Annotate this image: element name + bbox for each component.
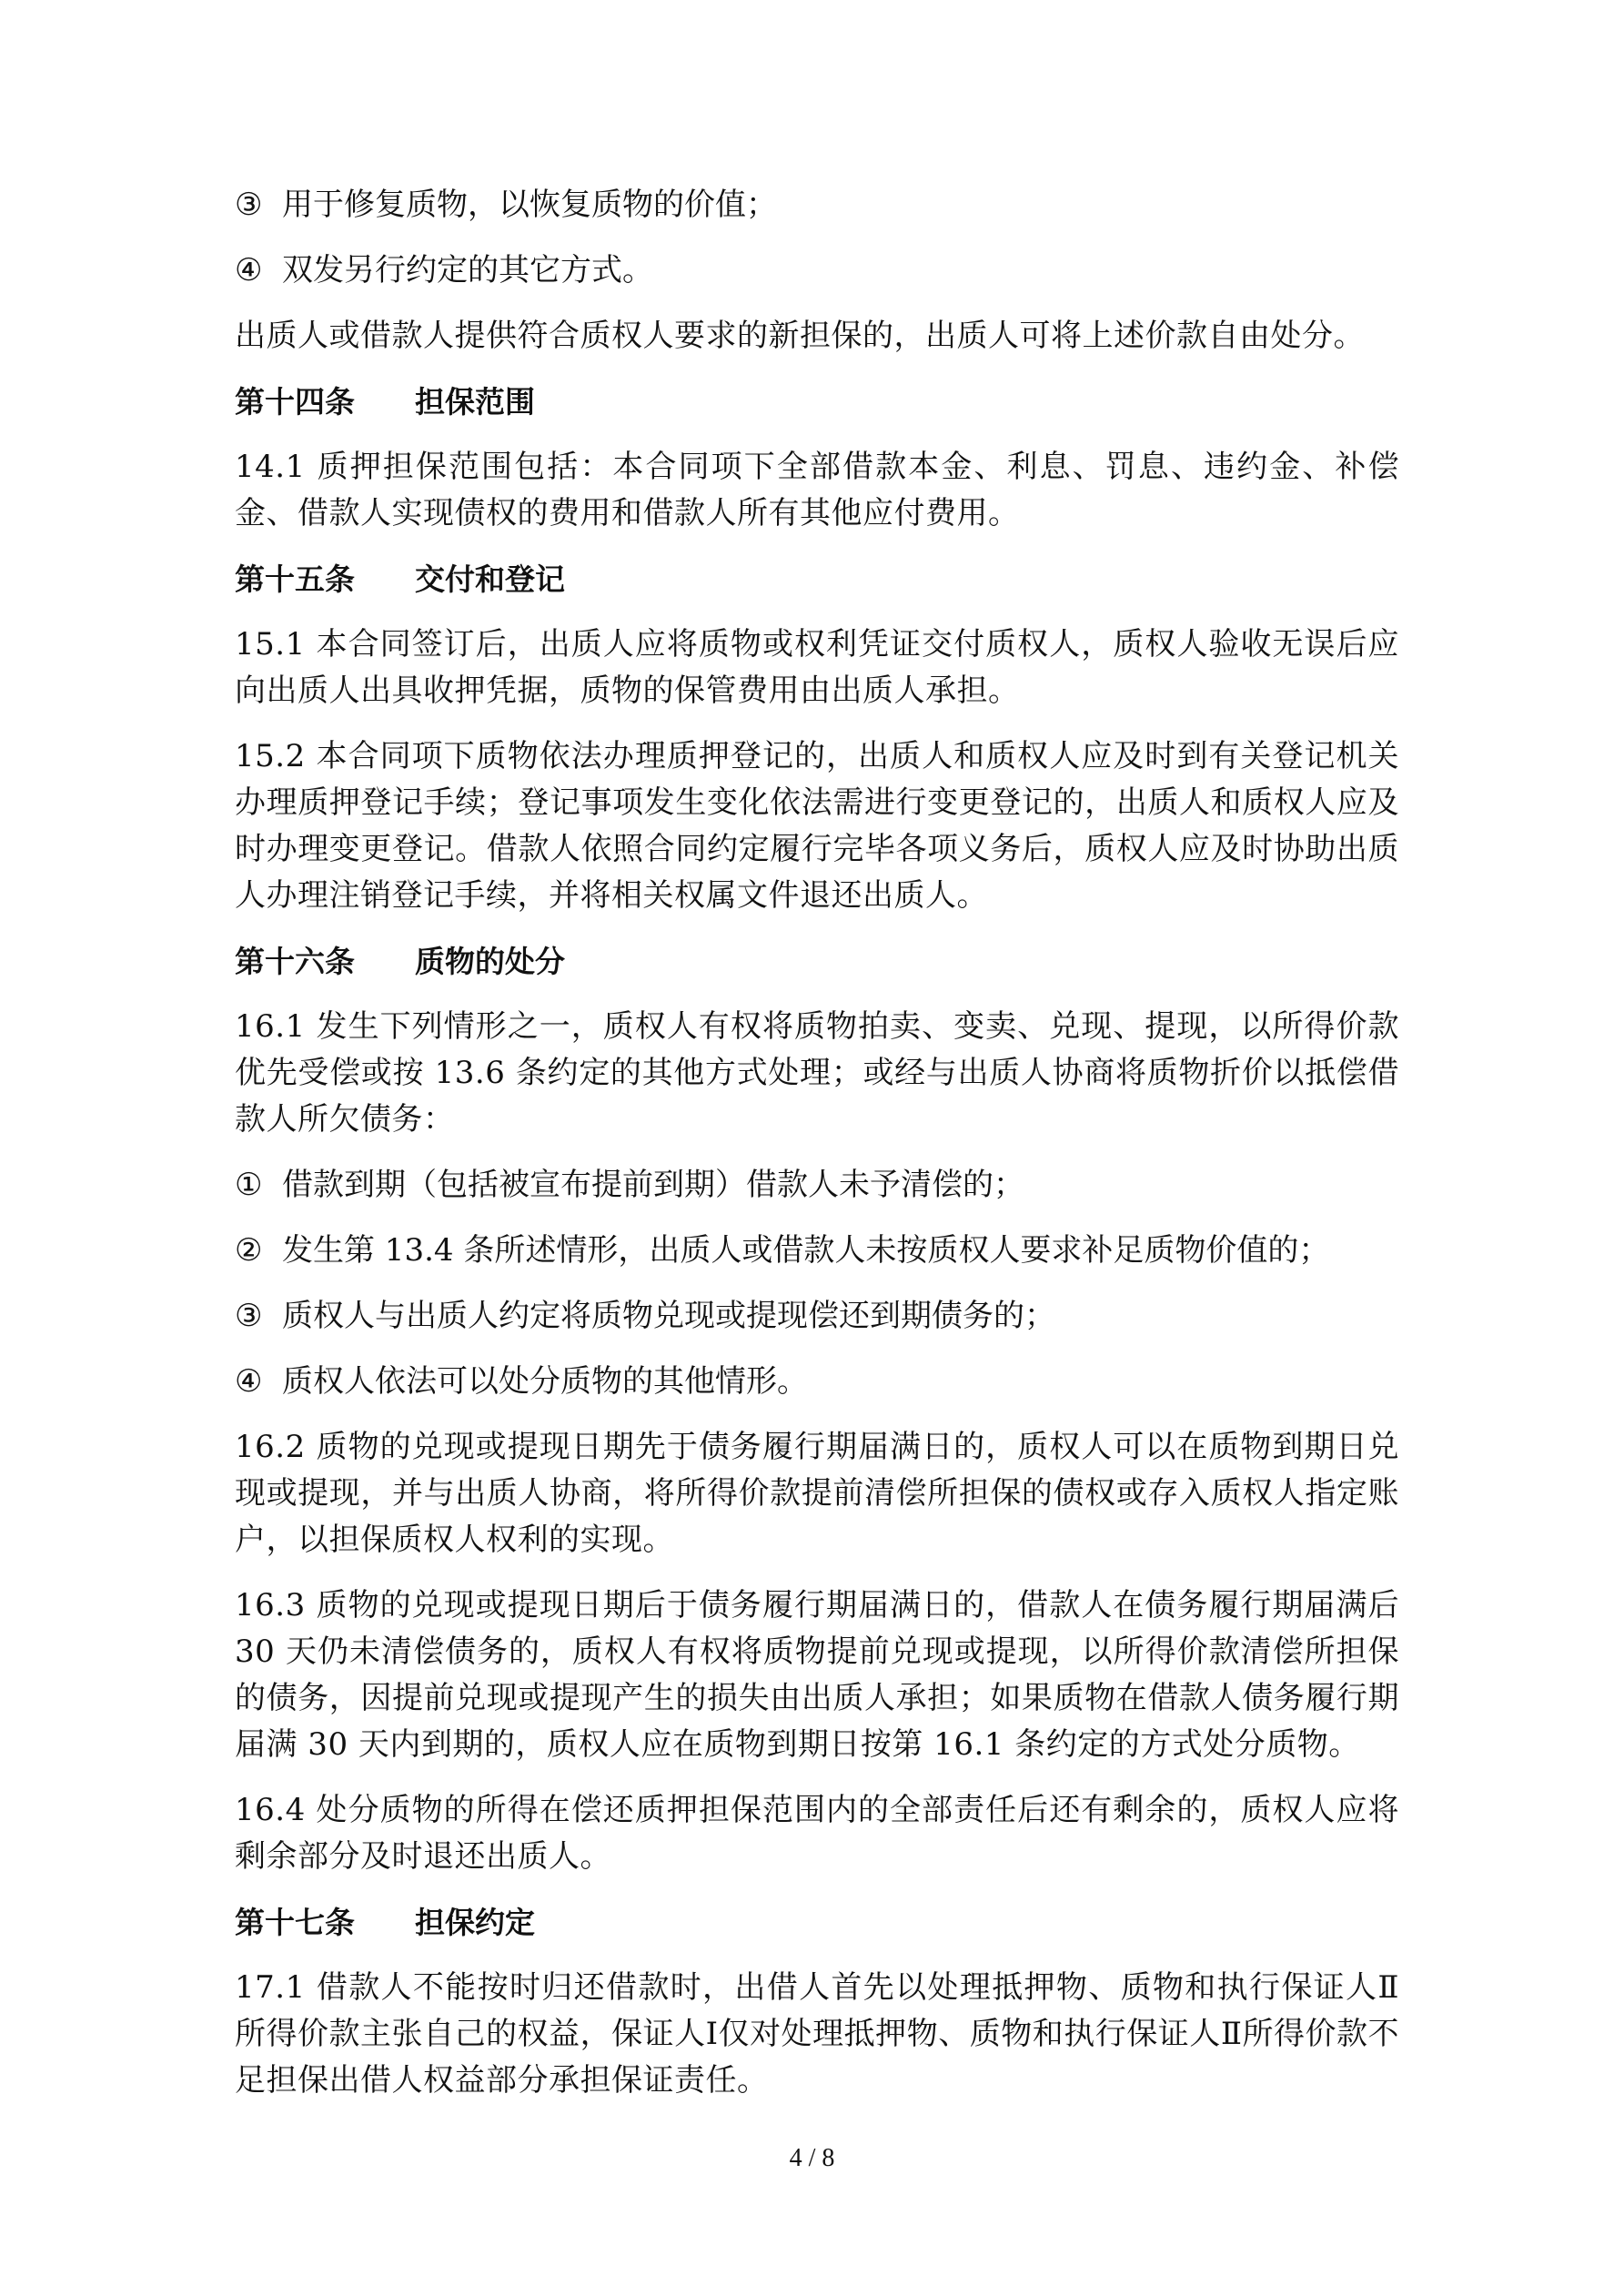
paragraph: 16.1 发生下列情形之一，质权人有权将质物拍卖、变卖、兑现、提现，以所得价款优先受偿或按 13.6 条约定的其他方式处理；或经与出质人协商将质物折价以抵偿借款人所欠债务： [235, 1008, 1399, 1138]
section-heading [235, 1899, 1399, 1946]
list-item-text: 质权人与出质人约定将质物兑现或提现偿还到期债务的； [282, 1298, 1055, 1334]
section-title: 质物的处分 [415, 944, 565, 979]
paragraph: 15.1 本合同签订后，出质人应将质物或权利凭证交付质权人，质权人验收无误后应向出质人出具收押凭据，质物的保管费用由出质人承担。 [235, 626, 1399, 709]
list-item-text: 质权人依法可以处分质物的其他情形。 [282, 1363, 808, 1400]
list-item [235, 248, 1399, 294]
list-marker: ① [235, 1167, 263, 1203]
list-item [235, 1359, 1399, 1405]
list-item-text: 借款到期（包括被宣布提前到期）借款人未予清偿的； [282, 1167, 1024, 1203]
paragraph: 16.2 质物的兑现或提现日期先于债务履行期届满日的，质权人可以在质物到期日兑现或提现，并与出质人协商，将所得价款提前清偿所担保的债权或存入质权人指定账户，以担保质权人权利的实现。 [235, 1429, 1399, 1558]
document-body [235, 182, 1399, 2123]
paragraph: 14.1 质押担保范围包括：本合同项下全部借款本金、利息、罚息、违约金、补偿金、借款人实现债权的费用和借款人所有其他应付费用。 [235, 449, 1399, 531]
section-title: 担保范围 [415, 384, 535, 420]
section-title: 交付和登记 [415, 561, 565, 597]
list-marker: ④ [235, 252, 263, 288]
paragraph: 16.4 处分质物的所得在偿还质押担保范围内的全部责任后还有剩余的，质权人应将剩余部分及时退还出质人。 [235, 1792, 1399, 1875]
section-title: 担保约定 [415, 1905, 535, 1940]
list-item [235, 1162, 1399, 1209]
list-item [235, 1293, 1399, 1340]
list-marker: ② [235, 1232, 263, 1269]
list-item [235, 1228, 1399, 1274]
list-marker: ③ [235, 1298, 263, 1334]
section-number: 第十六条 [235, 944, 355, 979]
page-number: 4 / 8 [789, 2144, 835, 2172]
list-marker: ③ [235, 187, 263, 223]
paragraph: 17.1 借款人不能按时归还借款时，出借人首先以处理抵押物、质物和执行保证人Ⅱ所得价款主张自己的权益，保证人Ⅰ仅对处理抵押物、质物和执行保证人Ⅱ所得价款不足担保出借人权益部分承担保证责任。 [235, 1969, 1399, 2099]
section-heading [235, 379, 1399, 425]
section-number: 第十五条 [235, 561, 355, 597]
section-number: 第十四条 [235, 384, 355, 420]
list-item-text: 用于修复质物，以恢复质物的价值； [282, 187, 777, 223]
section-heading [235, 938, 1399, 985]
list-item-text: 发生第 13.4 条所述情形，出质人或借款人未按质权人要求补足质物价值的； [282, 1232, 1330, 1269]
list-item-text: 双发另行约定的其它方式。 [282, 252, 653, 288]
section-number: 第十七条 [235, 1905, 355, 1940]
paragraph: 15.2 本合同项下质物依法办理质押登记的，出质人和质权人应及时到有关登记机关办理质押登记手续；登记事项发生变化依法需进行变更登记的，出质人和质权人应及时办理变更登记。借款人依照合同约定履行完毕各项义务后，质权人应及时协助出质人办理注销登记手续，并将相关权属文件退还出质人。 [235, 738, 1399, 914]
section-heading [235, 556, 1399, 602]
paragraph: 出质人或借款人提供符合质权人要求的新担保的，出质人可将上述价款自由处分。 [235, 318, 1365, 354]
list-marker: ④ [235, 1363, 263, 1400]
paragraph: 16.3 质物的兑现或提现日期后于债务履行期届满日的，借款人在债务履行期届满后 30 天仍未清偿债务的，质权人有权将质物提前兑现或提现，以所得价款清偿所担保的债务，因提前兑现或提现产生的损失由出质人承担；如果质物在借款人债务履行期届满 30 天内到期的，质权人应在质物到期日按第 16.1 条约定的方式处分质物。 [235, 1587, 1399, 1763]
list-item [235, 182, 1399, 228]
